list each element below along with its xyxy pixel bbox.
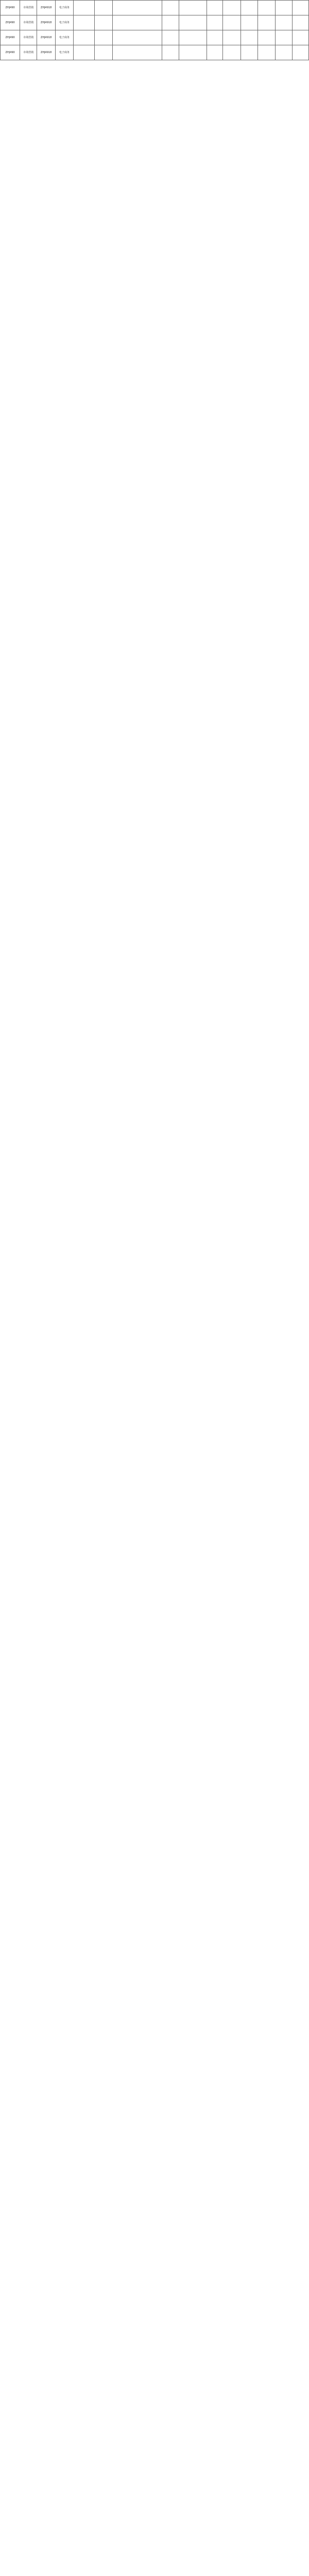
table-cell	[95, 45, 113, 60]
table-cell: ZHJ4918	[37, 15, 55, 30]
table-cell	[95, 15, 113, 30]
table-cell	[258, 45, 275, 60]
table-cell: 电子商务	[55, 1, 73, 15]
table-cell	[275, 15, 292, 30]
course-table	[0, 0, 309, 60]
table-cell	[207, 45, 222, 60]
table-cell: 市场营销	[20, 15, 37, 30]
table-cell: ZHJ490	[1, 1, 20, 15]
table-cell	[73, 30, 94, 45]
table-cell	[113, 45, 162, 60]
table-cell: 市场营销	[20, 1, 37, 15]
table-cell	[292, 30, 308, 45]
table-cell	[179, 30, 207, 45]
table-cell	[275, 1, 292, 15]
table-cell	[275, 30, 292, 45]
table-body	[1, 1, 309, 60]
table-cell	[222, 1, 241, 15]
table-cell	[241, 15, 258, 30]
table-cell: ZHJ490	[1, 30, 20, 45]
table-cell	[95, 1, 113, 15]
table-cell	[275, 45, 292, 60]
table-cell: ZHJ4918	[37, 45, 55, 60]
table-cell	[241, 45, 258, 60]
table-cell	[207, 1, 222, 15]
table-cell	[162, 45, 179, 60]
table-cell	[258, 1, 275, 15]
table-cell: ZHJ4918	[37, 30, 55, 45]
table-cell: ZHJ4918	[37, 1, 55, 15]
table-cell	[241, 1, 258, 15]
table-cell	[207, 15, 222, 30]
table-cell: 电子商务	[55, 30, 73, 45]
table-cell: ZHJ490	[1, 45, 20, 60]
table-cell	[113, 30, 162, 45]
table-cell	[73, 45, 94, 60]
table-cell	[292, 15, 308, 30]
table-cell	[162, 1, 179, 15]
table-row	[1, 30, 309, 45]
table-row	[1, 1, 309, 15]
table-cell: ZHJ490	[1, 15, 20, 30]
table-cell	[179, 15, 207, 30]
table-cell	[258, 15, 275, 30]
table-cell	[179, 1, 207, 15]
table-cell	[222, 45, 241, 60]
table-row	[1, 45, 309, 60]
table-cell	[162, 15, 179, 30]
table-cell	[73, 1, 94, 15]
table-cell: 市场营销	[20, 45, 37, 60]
table-cell	[95, 30, 113, 45]
table-cell	[207, 30, 222, 45]
table-cell	[258, 30, 275, 45]
table-cell	[222, 15, 241, 30]
table-cell	[179, 45, 207, 60]
table-cell	[292, 45, 308, 60]
table-cell	[162, 30, 179, 45]
table-row	[1, 15, 309, 30]
table-cell	[241, 30, 258, 45]
table-cell: 电子商务	[55, 15, 73, 30]
table-cell	[113, 15, 162, 30]
table-cell: 电子商务	[55, 45, 73, 60]
table-cell	[222, 30, 241, 45]
table-cell	[113, 1, 162, 15]
table-cell	[292, 1, 308, 15]
table-cell: 市场营销	[20, 30, 37, 45]
table-cell	[73, 15, 94, 30]
